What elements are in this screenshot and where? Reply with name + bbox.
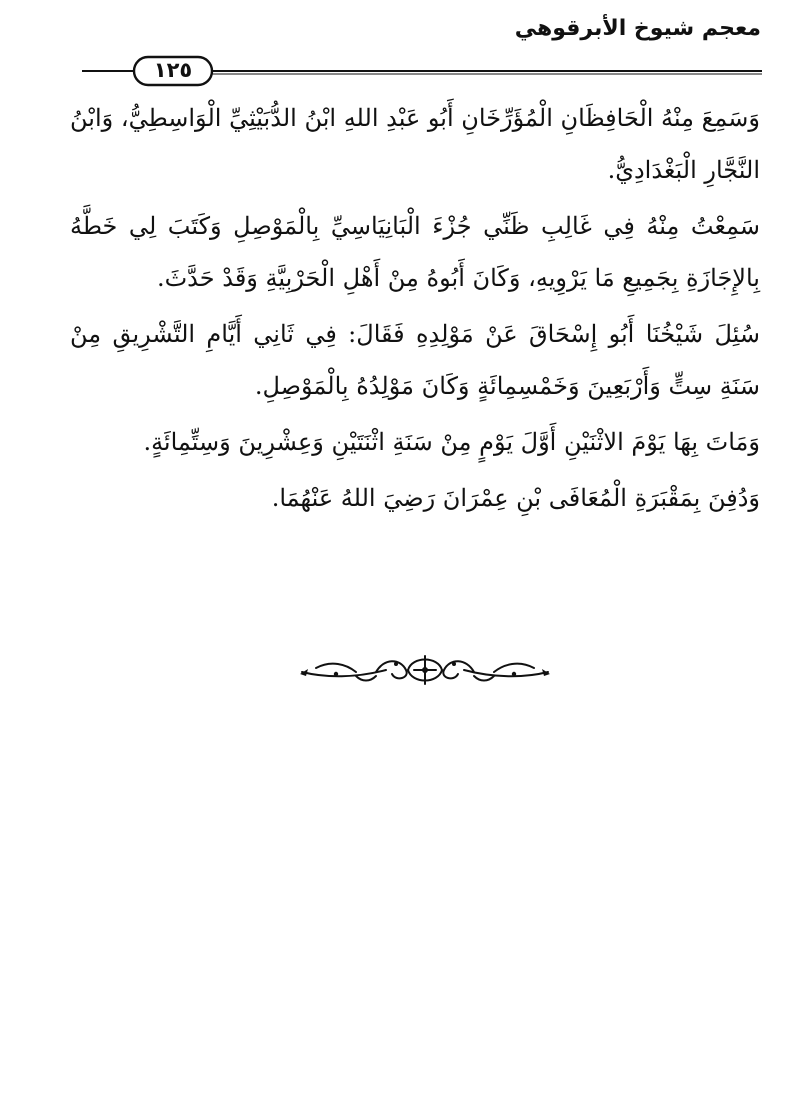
page-number: ١٢٥	[153, 58, 193, 82]
paragraph-heard-from-him: سَمِعْتُ مِنْهُ فِي غَالِبِ ظَنِّي جُزْءَ الْبَانِيَاسِيِّ بِالْمَوْصِلِ وَكَتَبَ لِي خَطَّهُ بِالإِجَازَةِ بِجَمِيعِ مَا يَرْوِيهِ، وَكَانَ أَبُوهُ مِنْ أَهْلِ الْحَرْبِيَّةِ وَقَدْ حَدَّثَ.	[70, 212, 760, 292]
paragraph-students: وَسَمِعَ مِنْهُ الْحَافِظَانِ الْمُؤَرِّخَانِ أَبُو عَبْدِ اللهِ ابْنُ الدُّبَيْثِيِّ الْوَاسِطِيُّ، وَابْنُ النَّجَّارِ الْبَغْدَادِيُّ.	[70, 104, 760, 184]
header-rule	[0, 54, 807, 90]
paragraph-death: وَمَاتَ بِهَا يَوْمَ الاثْنَيْنِ أَوَّلَ يَوْمٍ مِنْ سَنَةِ اثْنَتَيْنِ وَعِشْرِينَ وَسِتِّمِائَةٍ.	[143, 428, 760, 456]
paragraph-burial: وَدُفِنَ بِمَقْبَرَةِ الْمُعَافَى بْنِ عِمْرَانَ رَضِيَ اللهُ عَنْهُمَا.	[271, 484, 760, 512]
book-title: معجم شيوخ الأبرقوهي	[514, 16, 761, 41]
main-text	[70, 92, 760, 528]
page-header	[0, 16, 807, 96]
paragraph-birth: سُئِلَ شَيْخُنَا أَبُو إِسْحَاقَ عَنْ مَوْلِدِهِ فَقَالَ: فِي ثَانِي أَيَّامِ التَّشْرِيقِ مِنْ سَنَةِ سِتٍّ وَأَرْبَعِينَ وَخَمْسِمِائَةٍ وَكَانَ مَوْلِدُهُ بِالْمَوْصِلِ.	[70, 320, 760, 400]
floral-divider-icon	[296, 650, 554, 690]
